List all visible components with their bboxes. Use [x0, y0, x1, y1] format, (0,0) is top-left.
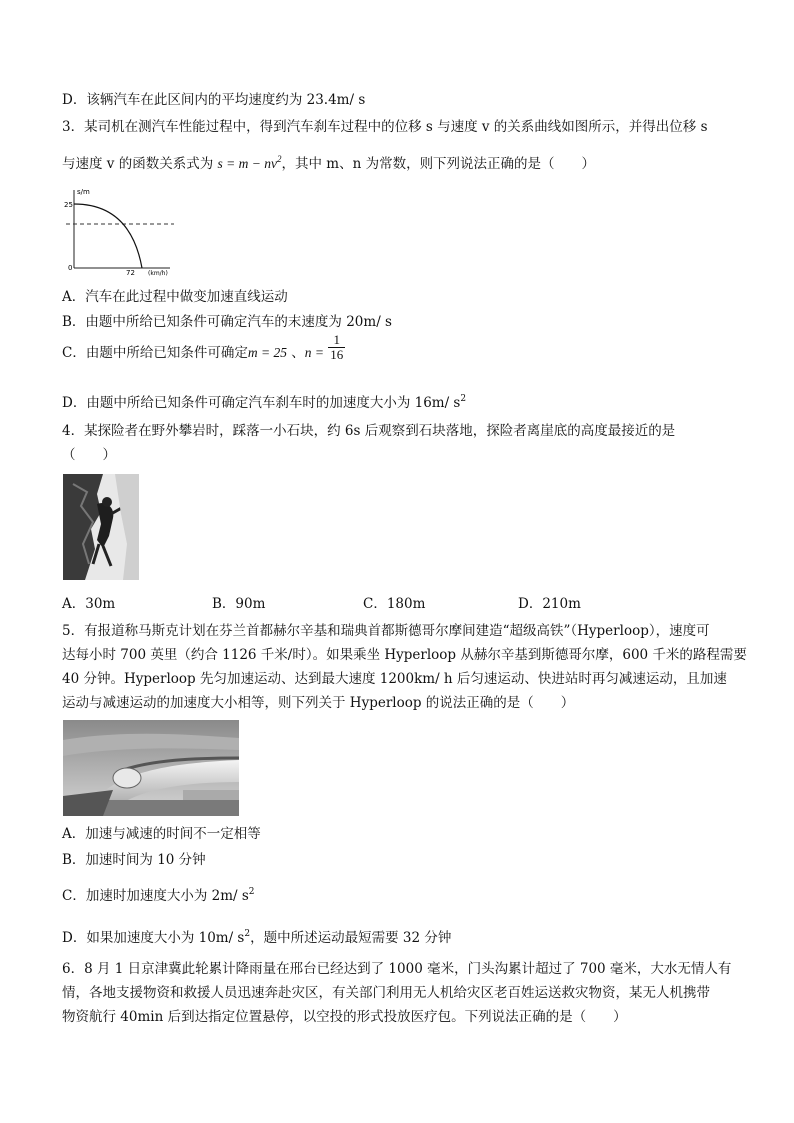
q6-line1: 6．8 月 1 日京津冀此轮累计降雨量在邢台已经达到了 1000 毫米，门头沟累计超过了 700 毫米，大水无情人有 — [62, 961, 732, 977]
q4-option-a: A．30m — [62, 596, 116, 612]
q4-climber-photo — [63, 474, 139, 580]
q5-line2: 达每小时 700 英里（约合 1126 千米/时）。如果乘坐 Hyperloop 从赫尔辛基到斯德哥尔摩，600 千米的路程需要 — [62, 647, 747, 663]
q3-graph-x-tick: 72 — [126, 269, 135, 276]
q3-graph-curve — [74, 204, 142, 268]
q2-option-d: D．该辆汽车在此区间内的平均速度约为 23.4m/ s — [62, 92, 366, 108]
q3-graph-origin: 0 — [68, 264, 73, 272]
q3-option-a: A．汽车在此过程中做变加速直线运动 — [62, 289, 288, 305]
q4-option-c: C．180m — [363, 596, 426, 612]
q5-hyperloop-photo — [63, 720, 239, 816]
q5-line1: 5．有报道称马斯克计划在芬兰首都赫尔辛基和瑞典首都斯德哥尔摩间建造“超级高铁”（Hyperloop），速度可 — [62, 623, 710, 639]
q3-stem-line2 — [62, 150, 595, 173]
q3-formula: $s = m - nv^2$ — [217, 154, 282, 171]
q4-stem-line2: （ ） — [62, 447, 116, 463]
q5-option-d: D．如果加速度大小为 10m/ $s^2$，题中所述运动最短需要 32 分钟 — [62, 929, 452, 946]
q6-line2: 情，各地支援物资和救援人员迅速奔赴灾区，有关部门利用无人机给灾区老百姓运送救灾物资，某无人机携带 — [62, 985, 710, 1001]
q3-option-c-fraction: $\frac{1}{16}$ — [330, 332, 344, 362]
q3-option-c: C．由题中所给已知条件可确定m = 25 、n = $\frac{1}{16}$ — [62, 332, 344, 362]
q4-option-b: B．90m — [212, 596, 266, 612]
q3-s-v-graph — [62, 184, 180, 276]
q3-stem-line1: 3．某司机在测汽车性能过程中，得到汽车刹车过程中的位移 s 与速度 v 的关系曲线如图所示，并得出位移 s — [62, 119, 708, 135]
q4-stem-line1: 4．某探险者在野外攀岩时，踩落一小石块，约 6s 后观察到石块落地，探险者离崖底的高度最接近的是 — [62, 423, 676, 439]
q3-stem-post: ，其中 m、n 为常数，则下列说法正确的是（ ） — [281, 156, 596, 172]
q3-option-b: B．由题中所给已知条件可确定汽车的末速度为 20m/ s — [62, 314, 392, 330]
q3-graph-x-unit: (km/h) — [148, 270, 168, 276]
q3-graph-y-tick: 25 — [64, 201, 73, 209]
q5-option-c: C．加速时加速度大小为 2m/ $s^2$ — [62, 887, 255, 904]
q5-line3: 40 分钟。Hyperloop 先匀加速运动、达到最大速度 1200km/ h 后匀速运动、快进站时再匀减速运动，且加速 — [62, 671, 727, 687]
q6-line3: 物资航行 40min 后到达指定位置悬停，以空投的形式投放医疗包。下列说法正确的是（ ） — [62, 1009, 627, 1025]
q4-option-d: D．210m — [518, 596, 581, 612]
q3-option-d: D．由题中所给已知条件可确定汽车刹车时的加速度大小为 16m/ $s^2$ — [62, 394, 467, 411]
q5-line4: 运动与减速运动的加速度大小相等，则下列关于 Hyperloop 的说法正确的是（ ） — [62, 695, 575, 711]
q5-option-b: B．加速时间为 10 分钟 — [62, 852, 206, 868]
q5-option-a: A．加速与减速的时间不一定相等 — [62, 826, 261, 842]
q3-graph-y-label: s/m — [77, 188, 90, 196]
q3-stem-pre: 与速度 v 的函数关系式为 — [62, 156, 218, 172]
